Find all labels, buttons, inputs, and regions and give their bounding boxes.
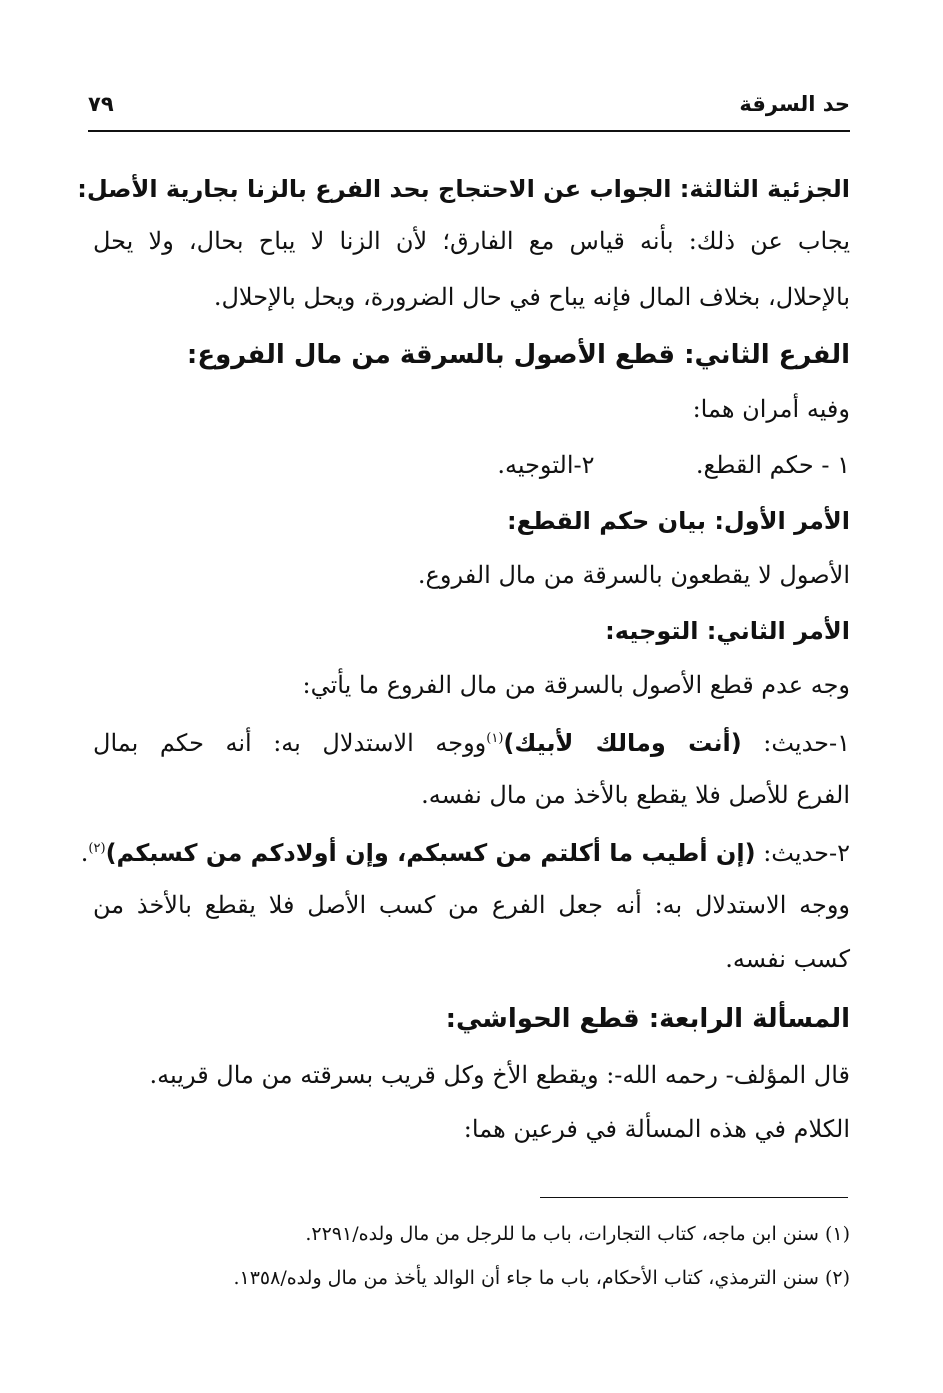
footnote-2: (٢) سنن الترمذي، كتاب الأحكام، باب ما جاء أن الوالد يأخذ من مال ولده/١٣٥٨. (233, 1267, 850, 1289)
hadith-line (80, 832, 850, 870)
paragraph-line: الفرع للأصل فلا يقطع بالأخذ من مال نفسه. (421, 781, 850, 809)
footnote-ref: (١) (486, 731, 504, 746)
section-heading-branch-two: الفرع الثاني: قطع الأصول بالسرقة من مال الفروع: (186, 340, 850, 370)
hadith-text: (إن أطيب ما أكلتم من كسبكم، وإن أولادكم من كسبكم) (105, 839, 756, 867)
item-prefix: ٢-حديث: (755, 839, 850, 867)
running-title: حد السرقة (739, 92, 850, 116)
punctuation: . (80, 839, 89, 867)
hadith-text: (أنت ومالك لأبيك) (503, 729, 742, 757)
footnote-1: (١) سنن ابن ماجه، كتاب التجارات، باب ما للرجل من مال ولده/٢٢٩١. (305, 1223, 850, 1245)
enumerated-items (93, 448, 850, 482)
paragraph-line: كسب نفسه. (725, 945, 850, 973)
paragraph-line: الكلام في هذه المسألة في فرعين هما: (463, 1115, 850, 1143)
paragraph-line: الأصول لا يقطعون بالسرقة من مال الفروع. (417, 561, 850, 589)
section-heading-issue-four: المسألة الرابعة: قطع الحواشي: (445, 1004, 850, 1034)
list-item: ٢-التوجيه. (497, 451, 595, 479)
paragraph-line: بالإحلال، بخلاف المال فإنه يباح في حال الضرورة، ويحل بالإحلال. (213, 283, 850, 311)
section-heading-part-three: الجزئية الثالثة: الجواب عن الاحتجاج بحد الفرع بالزنا بجارية الأصل: (77, 175, 850, 203)
hadith-line (93, 722, 850, 760)
paragraph-line: يجاب عن ذلك: بأنه قياس مع الفارق؛ لأن الزنا لا يباح بحال، ولا يحل (93, 227, 850, 255)
paragraph-text: ووجه الاستدلال به: أنه حكم بمال (93, 729, 487, 757)
section-heading-matter-two: الأمر الثاني: التوجيه: (605, 617, 850, 645)
paragraph-line: قال المؤلف- رحمه الله-: ويقطع الأخ وكل قريب بسرقته من مال قريبه. (149, 1061, 850, 1089)
section-heading-matter-one: الأمر الأول: بيان حكم القطع: (506, 507, 850, 535)
paragraph-line: ووجه الاستدلال به: أنه جعل الفرع من كسب الأصل فلا يقطع بالأخذ من (93, 891, 850, 919)
item-prefix: ١-حديث: (741, 729, 850, 757)
paragraph-line: وجه عدم قطع الأصول بالسرقة من مال الفروع ما يأتي: (302, 671, 850, 699)
footnote-separator (540, 1197, 848, 1198)
list-item: ١ - حكم القطع. (695, 451, 850, 479)
page-number: ٧٩ (88, 92, 114, 116)
running-header (88, 92, 850, 126)
paragraph-line: وفيه أمران هما: (692, 395, 850, 423)
footnote-ref: (٢) (88, 841, 106, 856)
header-rule (88, 130, 850, 132)
